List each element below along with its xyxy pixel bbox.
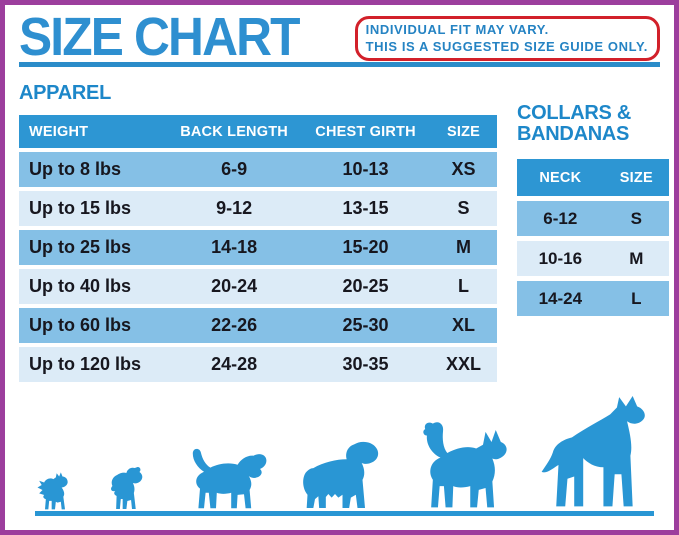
neck-cell: 14-24 bbox=[517, 281, 604, 316]
beagle-icon bbox=[180, 441, 276, 511]
cocker-spaniel-icon bbox=[295, 437, 395, 511]
chest-girth-cell: 10-13 bbox=[301, 152, 430, 187]
neck-cell: 6-12 bbox=[517, 201, 604, 236]
collars-heading-line1: COLLARS & bbox=[517, 102, 631, 124]
table-row bbox=[19, 269, 497, 304]
chest-girth-cell: 20-25 bbox=[301, 269, 430, 304]
size-cell: S bbox=[430, 191, 497, 226]
table-row bbox=[517, 281, 669, 316]
chest-girth-cell: 25-30 bbox=[301, 308, 430, 343]
table-row bbox=[19, 152, 497, 187]
back-length-cell: 24-28 bbox=[167, 347, 301, 382]
main-content bbox=[19, 83, 660, 386]
collars-heading-line2: BANDANAS bbox=[517, 123, 630, 145]
apparel-section bbox=[19, 83, 497, 386]
weight-cell: Up to 120 lbs bbox=[19, 347, 167, 382]
disclaimer-line1: INDIVIDUAL FIT MAY VARY. bbox=[365, 22, 549, 37]
apparel-header-row bbox=[19, 115, 497, 148]
weight-cell: Up to 25 lbs bbox=[19, 230, 167, 265]
table-row bbox=[517, 241, 669, 276]
table-row bbox=[517, 201, 669, 236]
column-header-chest-girth: CHEST GIRTH bbox=[301, 115, 430, 148]
back-length-cell: 6-9 bbox=[167, 152, 301, 187]
weight-cell: Up to 8 lbs bbox=[19, 152, 167, 187]
column-header-neck: NECK bbox=[517, 159, 604, 196]
dog-size-scale bbox=[35, 396, 654, 516]
apparel-table bbox=[19, 111, 497, 386]
chest-girth-cell: 30-35 bbox=[301, 347, 430, 382]
disclaimer-line2: THIS IS A SUGGESTED SIZE GUIDE ONLY. bbox=[365, 39, 648, 54]
weight-cell: Up to 60 lbs bbox=[19, 308, 167, 343]
size-cell: L bbox=[430, 269, 497, 304]
husky-icon bbox=[415, 419, 517, 511]
table-row bbox=[19, 347, 497, 382]
size-cell: L bbox=[604, 281, 669, 316]
weight-cell: Up to 40 lbs bbox=[19, 269, 167, 304]
back-length-cell: 14-18 bbox=[167, 230, 301, 265]
table-row bbox=[19, 191, 497, 226]
apparel-heading: APPAREL bbox=[19, 82, 111, 104]
size-cell: XXL bbox=[430, 347, 497, 382]
collars-table bbox=[517, 154, 669, 321]
chest-girth-cell: 13-15 bbox=[301, 191, 430, 226]
table-row bbox=[19, 308, 497, 343]
size-cell: S bbox=[604, 201, 669, 236]
great-dane-icon bbox=[536, 396, 654, 511]
column-header-size: SIZE bbox=[604, 159, 669, 196]
collars-section bbox=[517, 83, 669, 386]
collars-heading bbox=[517, 103, 669, 145]
disclaimer-note bbox=[355, 16, 660, 61]
neck-cell: 10-16 bbox=[517, 241, 604, 276]
back-length-cell: 9-12 bbox=[167, 191, 301, 226]
size-cell: M bbox=[604, 241, 669, 276]
collars-header-row bbox=[517, 159, 669, 196]
size-cell: XL bbox=[430, 308, 497, 343]
pug-icon bbox=[104, 461, 160, 511]
column-header-weight: WEIGHT bbox=[19, 115, 167, 148]
pomeranian-icon bbox=[35, 469, 85, 511]
weight-cell: Up to 15 lbs bbox=[19, 191, 167, 226]
column-header-size: SIZE bbox=[430, 115, 497, 148]
back-length-cell: 22-26 bbox=[167, 308, 301, 343]
size-cell: XS bbox=[430, 152, 497, 187]
size-cell: M bbox=[430, 230, 497, 265]
header bbox=[19, 7, 660, 67]
chest-girth-cell: 15-20 bbox=[301, 230, 430, 265]
page-title: SIZE CHART bbox=[19, 7, 299, 67]
back-length-cell: 20-24 bbox=[167, 269, 301, 304]
column-header-back-length: BACK LENGTH bbox=[167, 115, 301, 148]
table-row bbox=[19, 230, 497, 265]
